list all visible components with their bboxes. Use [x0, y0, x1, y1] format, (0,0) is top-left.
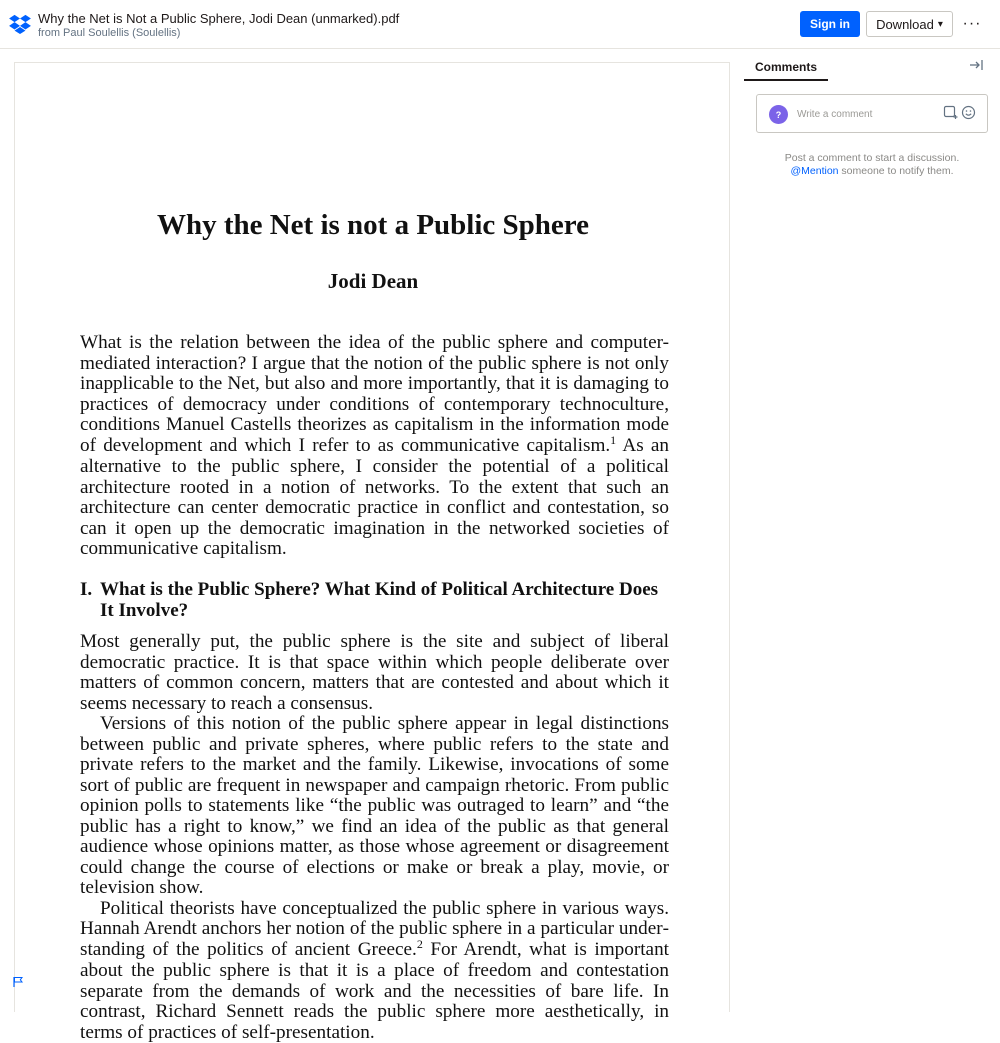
body-paragraph: Most generally put, the public sphere is the site and subject of liberal democratic practice. It is that space within which people deliberate over matters of common concern, matters that are contested and about which it seems necessary to reach a consensus.	[80, 632, 669, 714]
document-author: Jodi Dean	[15, 269, 731, 294]
download-label: Download	[876, 17, 934, 32]
mention-hint	[756, 165, 988, 178]
file-owner[interactable]: from Paul Soulellis (Soulellis)	[38, 27, 180, 39]
section-title: What is the Public Sphere? What Kind of Political Architecture Does It Involve?	[80, 580, 669, 621]
abstract-text-b: As an alternative to the public sphere, I consider the potential of a political architecture rooted in a notion of networks. To the extent that such an architecture can center democratic practice in conflict and contestation, so can it open up the democratic imagination in the networked societies of communicative capitalism.	[80, 435, 669, 560]
abstract-text-a: What is the relation between the idea of the public sphere and computer-mediated interaction? I argue that the notion of the public sphere is not only inapplicable to the Net, but also and more importantly, that it is damaging to practices of democracy under conditions of contemporary technoculture, conditions Manuel Castells theorizes as capitalism in the information mode of development and which I refer to as communicative capitalism.	[80, 332, 669, 456]
emoji-icon[interactable]	[961, 105, 976, 120]
download-button[interactable]	[866, 11, 953, 37]
flag-icon[interactable]	[12, 976, 24, 988]
paragraph-text-a: Political theorists have conceptualized the public sphere in various ways. Hannah Arendt anchors her notion of the public sphere in a particular understanding of the politics of ancient Greece.	[80, 898, 669, 960]
dropbox-logo-icon[interactable]	[9, 14, 31, 34]
paragraph-text-b: For Arendt, what is important about the public sphere is that it is a place of freedom and contestation separate from the demands of work and the necessities of bare life. In contrast, Richard Sennett reads the public sphere more aesthetically, in terms of practices of self-presentation.	[80, 939, 669, 1043]
file-title: Why the Net is Not a Public Sphere, Jodi Dean (unmarked).pdf	[38, 11, 399, 26]
footnote-marker: 2	[417, 937, 423, 951]
empty-comments-hint: Post a comment to start a discussion.	[756, 152, 988, 165]
abstract-paragraph	[80, 333, 669, 560]
document-viewer	[0, 49, 742, 1000]
annotate-icon[interactable]	[943, 105, 958, 120]
section-number: I.	[80, 580, 92, 601]
body-paragraph	[80, 899, 669, 1043]
collapse-panel-icon[interactable]	[968, 57, 984, 73]
mention-link[interactable]: @Mention	[791, 165, 839, 177]
comment-input[interactable]	[797, 104, 937, 124]
chevron-down-icon: ▾	[938, 19, 943, 30]
top-bar	[0, 0, 1000, 49]
footnote-marker: 1	[610, 433, 616, 447]
body-paragraph: Versions of this notion of the public sphere appear in legal distinctions between public and private spheres, where public refers to the state and private refers to the market and the family. Likewise, invocations of some sort of public are frequent in newspaper and campaign rhetoric. From public opinion polls to statements like “the public was outraged to learn” and “the public has a right to know,” we find an idea of the public as that general audience whose opinions matter, as those whose agreement or disagreement could change the course of elections or make or break a play, movie, or television show.	[80, 714, 669, 899]
comment-composer	[756, 94, 988, 133]
mention-hint-text: someone to notify them.	[839, 165, 954, 177]
tab-comments[interactable]: Comments	[744, 55, 828, 81]
comments-panel	[742, 49, 1000, 1000]
section-body	[80, 632, 669, 1043]
section-heading	[80, 580, 669, 621]
avatar: ?	[769, 105, 788, 124]
document-title: Why the Net is not a Public Sphere	[15, 209, 731, 242]
pdf-page	[14, 62, 730, 1012]
more-options-icon[interactable]: ···	[960, 13, 984, 35]
sign-in-button[interactable]: Sign in	[800, 11, 860, 37]
